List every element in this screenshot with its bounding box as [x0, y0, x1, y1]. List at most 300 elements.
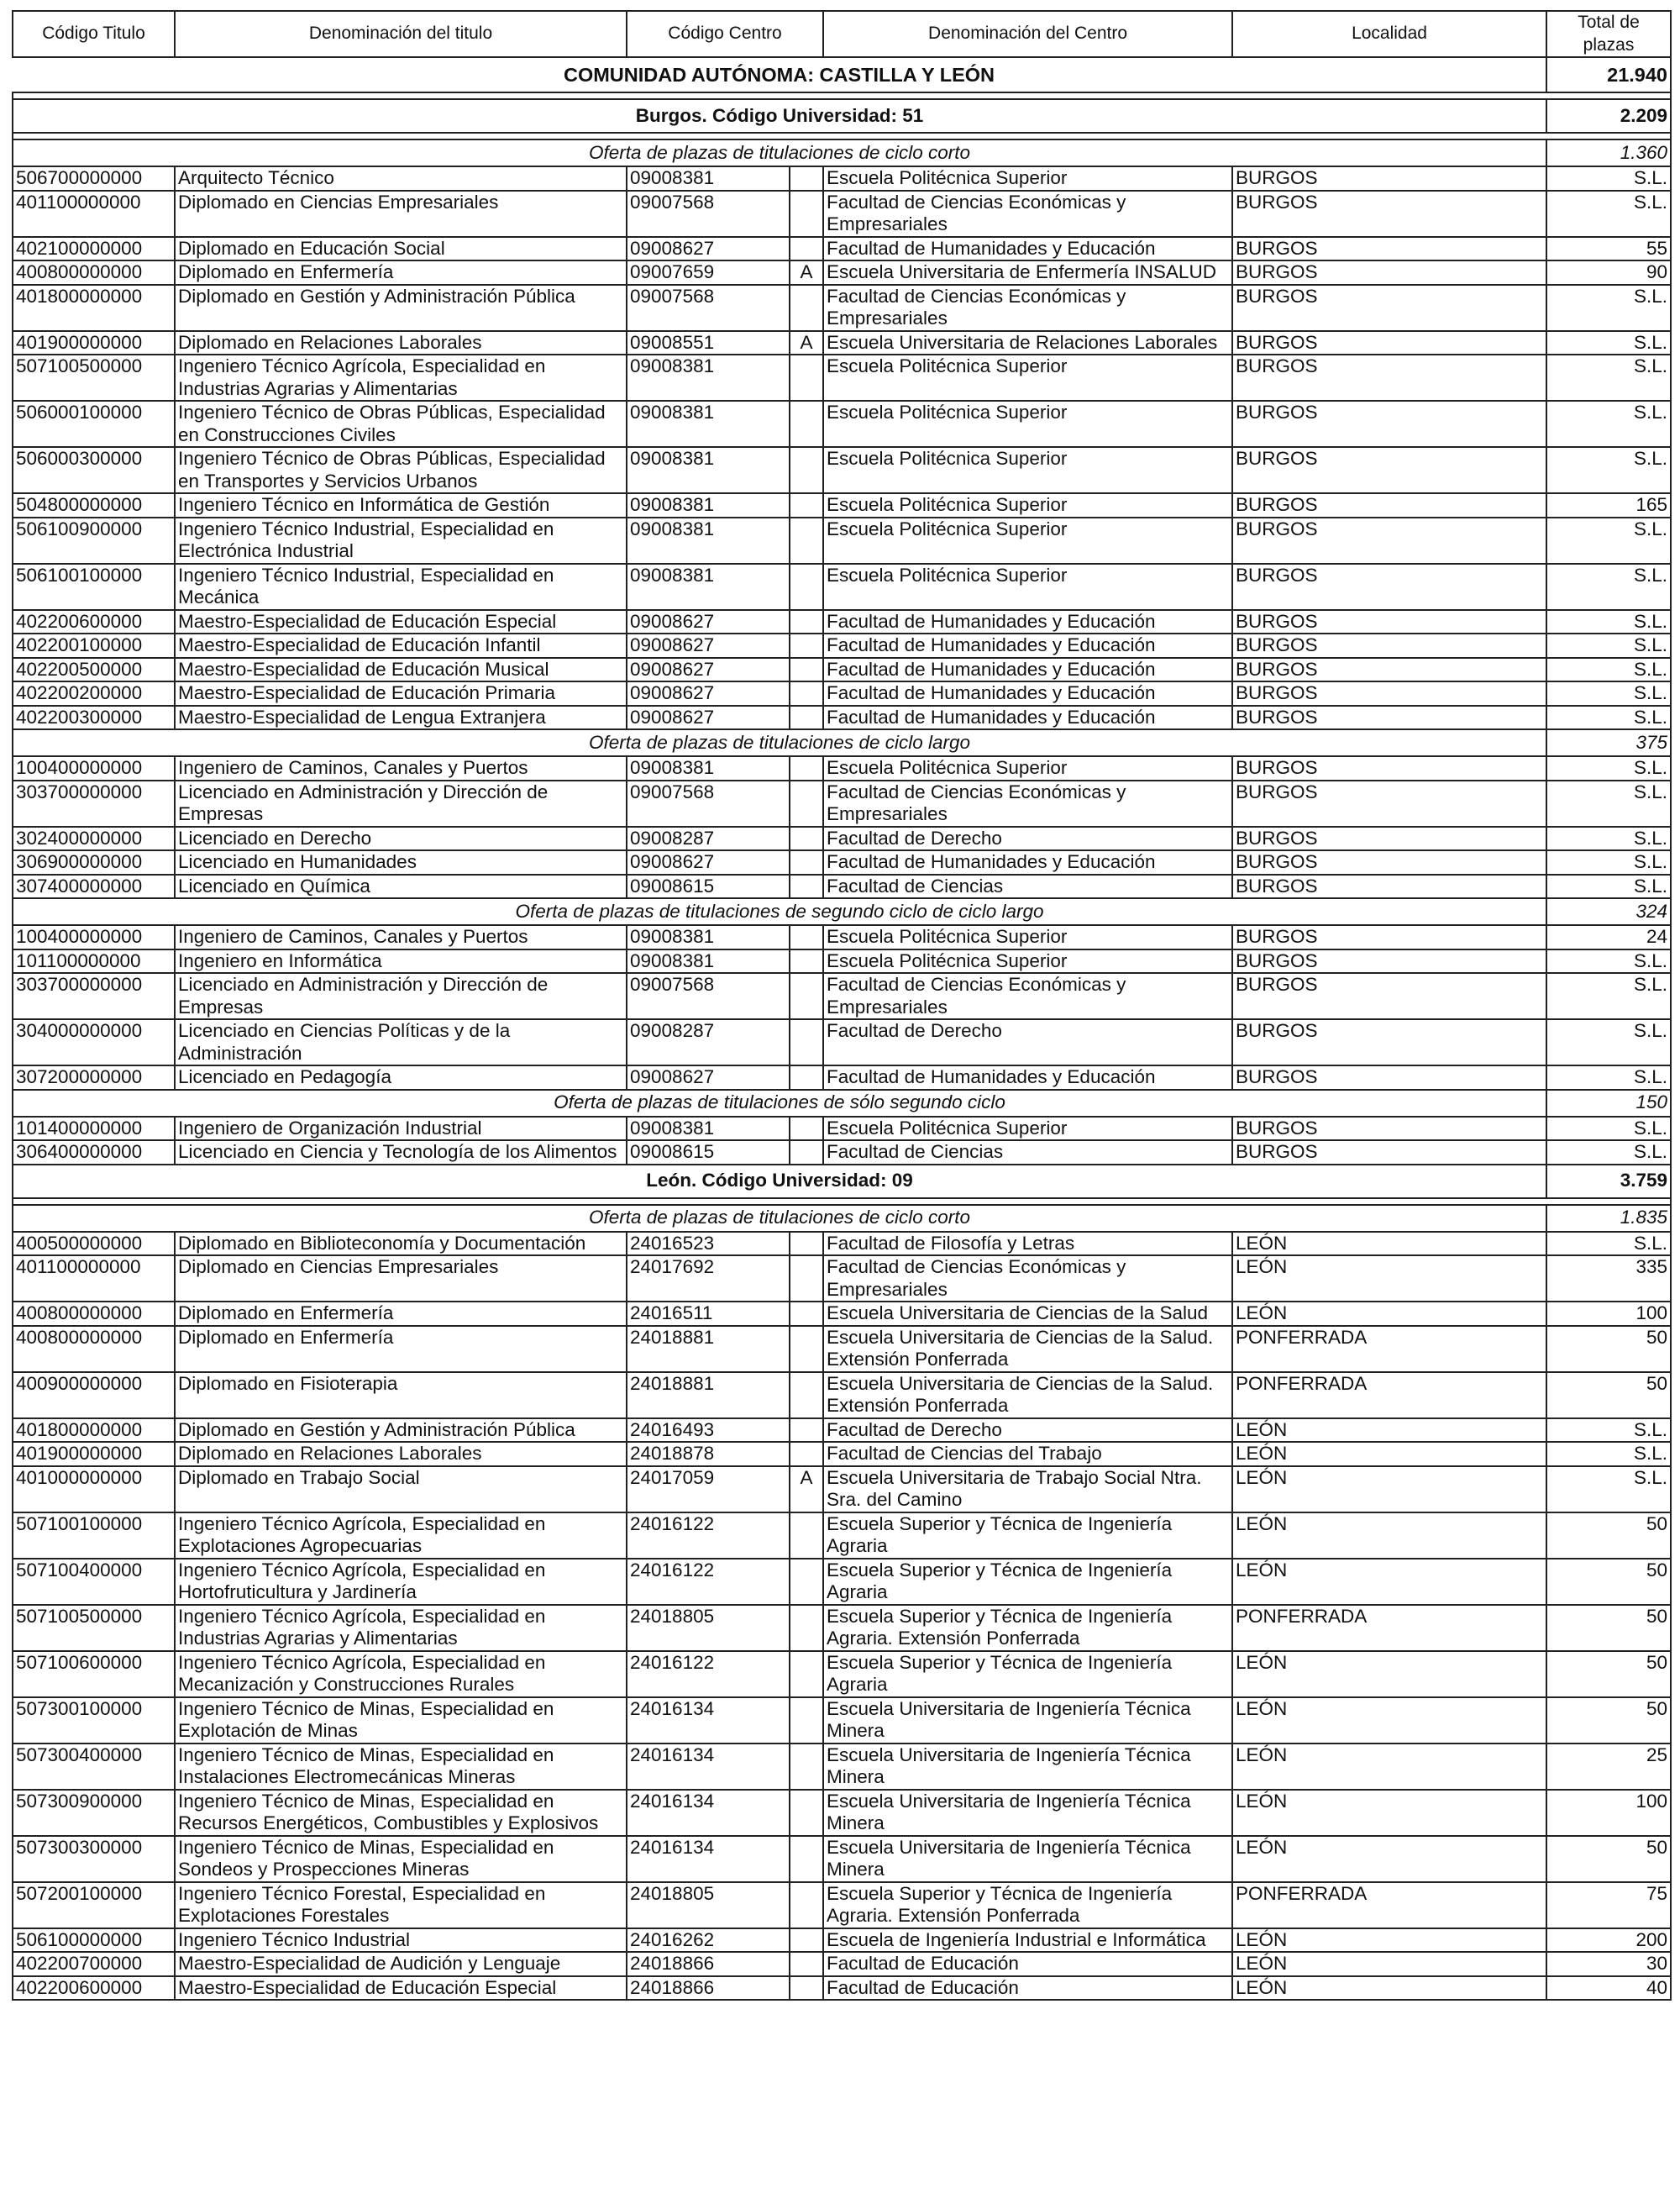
cell-flag — [790, 1559, 823, 1605]
cell-codigo-centro: 24018878 — [627, 1442, 790, 1466]
cell-denominacion-centro: Escuela Universitaria de Ingeniería Técnica Minera — [823, 1697, 1232, 1744]
cell-codigo-centro: 24016134 — [627, 1744, 790, 1790]
cell-flag — [790, 1255, 823, 1302]
cell-total-plazas: 100 — [1546, 1790, 1671, 1836]
cell-denominacion-titulo: Maestro-Especialidad de Educación Musical — [175, 658, 627, 682]
cell-denominacion-titulo: Diplomado en Relaciones Laborales — [175, 1442, 627, 1466]
cell-denominacion-centro: Escuela Politécnica Superior — [823, 355, 1232, 401]
cell-denominacion-centro: Facultad de Derecho — [823, 827, 1232, 851]
cell-codigo-titulo: 401800000000 — [13, 285, 175, 331]
cell-denominacion-centro: Facultad de Ciencias Económicas y Empresariales — [823, 191, 1232, 237]
university-total: 3.759 — [1546, 1165, 1671, 1198]
cell-flag — [790, 681, 823, 706]
cell-denominacion-centro: Escuela Universitaria de Enfermería INSALUD — [823, 260, 1232, 285]
cell-codigo-titulo: 507100100000 — [13, 1512, 175, 1559]
cell-codigo-centro: 24016262 — [627, 1928, 790, 1953]
cell-localidad: BURGOS — [1232, 781, 1546, 827]
section-row — [13, 898, 1671, 925]
cell-codigo-titulo: 507100500000 — [13, 355, 175, 401]
table-row — [13, 610, 1671, 634]
cell-flag — [790, 1140, 823, 1165]
cell-denominacion-titulo: Ingeniero Técnico de Obras Públicas, Especialidad en Transportes y Servicios Urbanos — [175, 447, 627, 493]
cell-denominacion-titulo: Maestro-Especialidad de Educación Especial — [175, 610, 627, 634]
table-row — [13, 875, 1671, 899]
cell-denominacion-centro: Escuela Universitaria de Ingeniería Técnica Minera — [823, 1744, 1232, 1790]
cell-total-plazas: 335 — [1546, 1255, 1671, 1302]
cell-flag — [790, 1418, 823, 1443]
table-row — [13, 1140, 1671, 1165]
cell-codigo-titulo: 506100000000 — [13, 1928, 175, 1953]
cell-total-plazas: 90 — [1546, 260, 1671, 285]
cell-codigo-centro: 09008627 — [627, 658, 790, 682]
cell-flag — [790, 166, 823, 191]
cell-flag — [790, 1065, 823, 1090]
cell-total-plazas: S.L. — [1546, 949, 1671, 974]
cell-localidad: BURGOS — [1232, 493, 1546, 518]
cell-flag — [790, 401, 823, 447]
cell-localidad: PONFERRADA — [1232, 1326, 1546, 1372]
table-row — [13, 1697, 1671, 1744]
table-row — [13, 1836, 1671, 1882]
cell-codigo-centro: 24016493 — [627, 1418, 790, 1443]
cell-codigo-titulo: 507300300000 — [13, 1836, 175, 1882]
cell-total-plazas: S.L. — [1546, 1140, 1671, 1165]
cell-denominacion-titulo: Diplomado en Educación Social — [175, 237, 627, 261]
cell-localidad: BURGOS — [1232, 447, 1546, 493]
cell-codigo-titulo: 302400000000 — [13, 827, 175, 851]
col-codigo-titulo: Código Titulo — [13, 11, 175, 57]
section-label: Oferta de plazas de titulaciones de sólo segundo ciclo — [13, 1090, 1546, 1117]
cell-denominacion-centro: Escuela Politécnica Superior — [823, 493, 1232, 518]
cell-flag: A — [790, 331, 823, 355]
cell-localidad: LEÓN — [1232, 1836, 1546, 1882]
table-row — [13, 756, 1671, 781]
cell-codigo-titulo: 304000000000 — [13, 1019, 175, 1065]
cell-denominacion-centro: Escuela de Ingeniería Industrial e Informática — [823, 1928, 1232, 1953]
cell-codigo-titulo: 401900000000 — [13, 331, 175, 355]
cell-localidad: PONFERRADA — [1232, 1882, 1546, 1928]
cell-total-plazas: S.L. — [1546, 564, 1671, 610]
cell-total-plazas: S.L. — [1546, 285, 1671, 331]
cell-codigo-centro: 09008551 — [627, 331, 790, 355]
cell-localidad: BURGOS — [1232, 850, 1546, 875]
cell-total-plazas: 50 — [1546, 1326, 1671, 1372]
cell-codigo-titulo: 101100000000 — [13, 949, 175, 974]
cell-localidad: BURGOS — [1232, 564, 1546, 610]
cell-codigo-titulo: 507300900000 — [13, 1790, 175, 1836]
cell-codigo-centro: 09008287 — [627, 1019, 790, 1065]
cell-denominacion-titulo: Ingeniero Técnico en Informática de Gestión — [175, 493, 627, 518]
cell-denominacion-titulo: Ingeniero Técnico Industrial, Especialidad en Mecánica — [175, 564, 627, 610]
cell-total-plazas: S.L. — [1546, 658, 1671, 682]
cell-flag — [790, 1928, 823, 1953]
cell-total-plazas: 24 — [1546, 925, 1671, 949]
cell-flag — [790, 493, 823, 518]
cell-localidad: LEÓN — [1232, 1466, 1546, 1512]
cell-codigo-centro: 24016134 — [627, 1836, 790, 1882]
section-total: 1.835 — [1546, 1205, 1671, 1232]
cell-denominacion-centro: Escuela Superior y Técnica de Ingeniería Agraria. Extensión Ponferrada — [823, 1882, 1232, 1928]
cell-denominacion-centro: Escuela Universitaria de Ciencias de la Salud. Extensión Ponferrada — [823, 1326, 1232, 1372]
section-row — [13, 1205, 1671, 1232]
cell-codigo-centro: 09008381 — [627, 925, 790, 949]
cell-localidad: LEÓN — [1232, 1302, 1546, 1326]
cell-codigo-centro: 09008381 — [627, 518, 790, 564]
table-row — [13, 331, 1671, 355]
cell-denominacion-titulo: Diplomado en Ciencias Empresariales — [175, 1255, 627, 1302]
cell-codigo-titulo: 101400000000 — [13, 1117, 175, 1141]
university-label: León. Código Universidad: 09 — [13, 1165, 1546, 1198]
cell-total-plazas: S.L. — [1546, 1232, 1671, 1256]
cell-codigo-centro: 09007568 — [627, 781, 790, 827]
cell-codigo-titulo: 506000300000 — [13, 447, 175, 493]
cell-codigo-titulo: 507100500000 — [13, 1605, 175, 1651]
cell-flag — [790, 1232, 823, 1256]
cell-codigo-centro: 09008381 — [627, 401, 790, 447]
community-label: COMUNIDAD AUTÓNOMA: CASTILLA Y LEÓN — [13, 57, 1546, 92]
table-row — [13, 1326, 1671, 1372]
cell-localidad: LEÓN — [1232, 1744, 1546, 1790]
cell-codigo-centro: 24016122 — [627, 1512, 790, 1559]
cell-denominacion-centro: Escuela Universitaria de Relaciones Laborales — [823, 331, 1232, 355]
cell-denominacion-titulo: Diplomado en Fisioterapia — [175, 1372, 627, 1418]
cell-denominacion-titulo: Maestro-Especialidad de Audición y Lenguaje — [175, 1952, 627, 1976]
cell-codigo-titulo: 303700000000 — [13, 973, 175, 1019]
cell-codigo-titulo: 401100000000 — [13, 1255, 175, 1302]
cell-localidad: BURGOS — [1232, 166, 1546, 191]
cell-localidad: BURGOS — [1232, 285, 1546, 331]
cell-localidad: LEÓN — [1232, 1559, 1546, 1605]
cell-denominacion-titulo: Maestro-Especialidad de Lengua Extranjera — [175, 706, 627, 730]
cell-denominacion-centro: Escuela Politécnica Superior — [823, 925, 1232, 949]
cell-codigo-titulo: 400900000000 — [13, 1372, 175, 1418]
cell-denominacion-titulo: Diplomado en Ciencias Empresariales — [175, 191, 627, 237]
cell-codigo-centro: 09008627 — [627, 1065, 790, 1090]
table-row — [13, 1372, 1671, 1418]
table-header — [13, 11, 1671, 57]
cell-denominacion-centro: Escuela Politécnica Superior — [823, 756, 1232, 781]
cell-codigo-centro: 09008381 — [627, 355, 790, 401]
cell-flag — [790, 355, 823, 401]
cell-codigo-titulo: 402200600000 — [13, 1976, 175, 2001]
cell-denominacion-centro: Facultad de Humanidades y Educación — [823, 237, 1232, 261]
cell-denominacion-titulo: Licenciado en Derecho — [175, 827, 627, 851]
cell-flag — [790, 634, 823, 658]
section-row — [13, 1090, 1671, 1117]
cell-localidad: BURGOS — [1232, 355, 1546, 401]
cell-denominacion-centro: Facultad de Ciencias — [823, 1140, 1232, 1165]
cell-codigo-titulo: 402100000000 — [13, 237, 175, 261]
cell-flag: A — [790, 260, 823, 285]
cell-codigo-titulo: 506700000000 — [13, 166, 175, 191]
cell-flag — [790, 827, 823, 851]
cell-flag — [790, 285, 823, 331]
col-codigo-centro: Código Centro — [627, 11, 823, 57]
cell-denominacion-centro: Escuela Universitaria de Ciencias de la Salud. Extensión Ponferrada — [823, 1372, 1232, 1418]
cell-denominacion-centro: Facultad de Derecho — [823, 1418, 1232, 1443]
cell-codigo-centro: 24018866 — [627, 1976, 790, 2001]
cell-denominacion-titulo: Licenciado en Ciencia y Tecnología de los Alimentos — [175, 1140, 627, 1165]
cell-codigo-centro: 24018805 — [627, 1882, 790, 1928]
cell-codigo-titulo: 401100000000 — [13, 191, 175, 237]
cell-denominacion-centro: Escuela Politécnica Superior — [823, 564, 1232, 610]
table-row — [13, 1418, 1671, 1443]
cell-codigo-titulo: 402200200000 — [13, 681, 175, 706]
cell-codigo-titulo: 402200700000 — [13, 1952, 175, 1976]
cell-denominacion-centro: Facultad de Educación — [823, 1976, 1232, 2001]
cell-total-plazas: S.L. — [1546, 634, 1671, 658]
spacer-row — [13, 1198, 1671, 1205]
cell-total-plazas: S.L. — [1546, 827, 1671, 851]
cell-denominacion-titulo: Ingeniero Técnico de Minas, Especialidad en Recursos Energéticos, Combustibles y Explosivos — [175, 1790, 627, 1836]
table-row — [13, 1952, 1671, 1976]
section-label: Oferta de plazas de titulaciones de ciclo corto — [13, 1205, 1546, 1232]
cell-total-plazas: 50 — [1546, 1697, 1671, 1744]
university-total: 2.209 — [1546, 99, 1671, 133]
cell-localidad: BURGOS — [1232, 1117, 1546, 1141]
table-row — [13, 658, 1671, 682]
cell-total-plazas: 55 — [1546, 237, 1671, 261]
cell-denominacion-titulo: Ingeniero Técnico Agrícola, Especialidad en Hortofruticultura y Jardinería — [175, 1559, 627, 1605]
cell-denominacion-titulo: Diplomado en Relaciones Laborales — [175, 331, 627, 355]
table-row — [13, 1255, 1671, 1302]
community-total: 21.940 — [1546, 57, 1671, 92]
cell-flag — [790, 1512, 823, 1559]
cell-codigo-titulo: 400500000000 — [13, 1232, 175, 1256]
cell-denominacion-titulo: Maestro-Especialidad de Educación Infantil — [175, 634, 627, 658]
cell-localidad: PONFERRADA — [1232, 1372, 1546, 1418]
cell-denominacion-centro: Escuela Politécnica Superior — [823, 166, 1232, 191]
cell-codigo-titulo: 400800000000 — [13, 1326, 175, 1372]
table-row — [13, 1882, 1671, 1928]
cell-localidad: BURGOS — [1232, 756, 1546, 781]
plazas-table — [12, 10, 1672, 2001]
cell-flag — [790, 949, 823, 974]
cell-flag — [790, 237, 823, 261]
cell-codigo-centro: 09008381 — [627, 1117, 790, 1141]
cell-denominacion-titulo: Licenciado en Química — [175, 875, 627, 899]
cell-localidad: BURGOS — [1232, 658, 1546, 682]
cell-denominacion-centro: Escuela Politécnica Superior — [823, 518, 1232, 564]
table-row — [13, 285, 1671, 331]
cell-denominacion-titulo: Licenciado en Administración y Dirección de Empresas — [175, 973, 627, 1019]
cell-localidad: LEÓN — [1232, 1418, 1546, 1443]
cell-localidad: BURGOS — [1232, 401, 1546, 447]
cell-denominacion-centro: Facultad de Ciencias Económicas y Empresariales — [823, 285, 1232, 331]
cell-flag — [790, 1651, 823, 1697]
cell-denominacion-centro: Facultad de Educación — [823, 1952, 1232, 1976]
section-label: Oferta de plazas de titulaciones de ciclo corto — [13, 139, 1546, 166]
cell-localidad: BURGOS — [1232, 237, 1546, 261]
section-total: 324 — [1546, 898, 1671, 925]
table-body — [13, 57, 1671, 2000]
table-row — [13, 355, 1671, 401]
cell-denominacion-centro: Escuela Superior y Técnica de Ingeniería Agraria — [823, 1651, 1232, 1697]
cell-total-plazas: S.L. — [1546, 1466, 1671, 1512]
cell-flag — [790, 706, 823, 730]
cell-localidad: BURGOS — [1232, 681, 1546, 706]
cell-flag — [790, 1790, 823, 1836]
cell-denominacion-titulo: Ingeniero Técnico Agrícola, Especialidad en Industrias Agrarias y Alimentarias — [175, 1605, 627, 1651]
cell-total-plazas: 200 — [1546, 1928, 1671, 1953]
table-row — [13, 973, 1671, 1019]
cell-denominacion-centro: Escuela Politécnica Superior — [823, 447, 1232, 493]
section-row — [13, 139, 1671, 166]
cell-codigo-titulo: 400800000000 — [13, 1302, 175, 1326]
cell-total-plazas: S.L. — [1546, 331, 1671, 355]
cell-localidad: BURGOS — [1232, 706, 1546, 730]
cell-denominacion-centro: Facultad de Humanidades y Educación — [823, 634, 1232, 658]
cell-codigo-centro: 09007659 — [627, 260, 790, 285]
cell-total-plazas: S.L. — [1546, 401, 1671, 447]
cell-flag — [790, 1976, 823, 2001]
table-row — [13, 1019, 1671, 1065]
table-row — [13, 1976, 1671, 2001]
cell-flag — [790, 1605, 823, 1651]
cell-flag — [790, 875, 823, 899]
cell-denominacion-centro: Escuela Universitaria de Ingeniería Técnica Minera — [823, 1836, 1232, 1882]
cell-denominacion-titulo: Diplomado en Biblioteconomía y Documentación — [175, 1232, 627, 1256]
cell-localidad: BURGOS — [1232, 827, 1546, 851]
cell-denominacion-centro: Facultad de Humanidades y Educación — [823, 658, 1232, 682]
cell-denominacion-titulo: Maestro-Especialidad de Educación Especial — [175, 1976, 627, 2001]
cell-codigo-centro: 24018805 — [627, 1605, 790, 1651]
cell-codigo-centro: 24017059 — [627, 1466, 790, 1512]
cell-total-plazas: S.L. — [1546, 1065, 1671, 1090]
cell-codigo-titulo: 507100400000 — [13, 1559, 175, 1605]
cell-total-plazas: S.L. — [1546, 781, 1671, 827]
cell-flag — [790, 1697, 823, 1744]
table-row — [13, 1232, 1671, 1256]
col-denominacion-titulo: Denominación del titulo — [175, 11, 627, 57]
cell-denominacion-titulo: Diplomado en Trabajo Social — [175, 1466, 627, 1512]
col-total-plazas: Total de plazas — [1546, 11, 1671, 57]
cell-codigo-centro: 09008381 — [627, 564, 790, 610]
cell-codigo-titulo: 401800000000 — [13, 1418, 175, 1443]
cell-total-plazas: S.L. — [1546, 706, 1671, 730]
cell-denominacion-titulo: Ingeniero Técnico de Minas, Especialidad en Explotación de Minas — [175, 1697, 627, 1744]
cell-denominacion-centro: Escuela Universitaria de Ciencias de la Salud — [823, 1302, 1232, 1326]
cell-codigo-centro: 09008615 — [627, 875, 790, 899]
table-row — [13, 237, 1671, 261]
cell-flag — [790, 564, 823, 610]
cell-codigo-centro: 24016523 — [627, 1232, 790, 1256]
cell-flag — [790, 1744, 823, 1790]
cell-localidad: BURGOS — [1232, 260, 1546, 285]
section-total: 375 — [1546, 729, 1671, 756]
cell-denominacion-titulo: Diplomado en Enfermería — [175, 1326, 627, 1372]
cell-codigo-centro: 09007568 — [627, 973, 790, 1019]
cell-total-plazas: S.L. — [1546, 610, 1671, 634]
cell-denominacion-titulo: Ingeniero Técnico Agrícola, Especialidad en Industrias Agrarias y Alimentarias — [175, 355, 627, 401]
cell-total-plazas: S.L. — [1546, 850, 1671, 875]
table-row — [13, 827, 1671, 851]
table-row — [13, 1559, 1671, 1605]
cell-denominacion-centro: Facultad de Filosofía y Letras — [823, 1232, 1232, 1256]
col-denominacion-centro: Denominación del Centro — [823, 11, 1232, 57]
cell-total-plazas: 100 — [1546, 1302, 1671, 1326]
table-row — [13, 260, 1671, 285]
cell-denominacion-centro: Facultad de Ciencias Económicas y Empresariales — [823, 973, 1232, 1019]
spacer-row — [13, 133, 1671, 139]
cell-flag — [790, 1019, 823, 1065]
cell-total-plazas: S.L. — [1546, 1442, 1671, 1466]
cell-codigo-centro: 24016511 — [627, 1302, 790, 1326]
cell-flag — [790, 1952, 823, 1976]
cell-codigo-centro: 09007568 — [627, 191, 790, 237]
cell-codigo-centro: 09008627 — [627, 681, 790, 706]
table-row — [13, 493, 1671, 518]
cell-denominacion-titulo: Ingeniero Técnico de Minas, Especialidad en Instalaciones Electromecánicas Mineras — [175, 1744, 627, 1790]
cell-denominacion-centro: Facultad de Humanidades y Educación — [823, 610, 1232, 634]
cell-codigo-titulo: 100400000000 — [13, 756, 175, 781]
university-row — [13, 99, 1671, 133]
cell-localidad: BURGOS — [1232, 191, 1546, 237]
table-row — [13, 1651, 1671, 1697]
cell-total-plazas: S.L. — [1546, 875, 1671, 899]
table-row — [13, 1466, 1671, 1512]
cell-codigo-titulo: 402200500000 — [13, 658, 175, 682]
table-row — [13, 1302, 1671, 1326]
cell-denominacion-centro: Facultad de Humanidades y Educación — [823, 681, 1232, 706]
cell-codigo-centro: 09008287 — [627, 827, 790, 851]
cell-denominacion-titulo: Licenciado en Administración y Dirección de Empresas — [175, 781, 627, 827]
cell-localidad: BURGOS — [1232, 1065, 1546, 1090]
cell-localidad: LEÓN — [1232, 1952, 1546, 1976]
cell-denominacion-titulo: Ingeniero en Informática — [175, 949, 627, 974]
section-row — [13, 729, 1671, 756]
cell-codigo-centro: 24016122 — [627, 1559, 790, 1605]
cell-flag — [790, 447, 823, 493]
cell-codigo-titulo: 402200100000 — [13, 634, 175, 658]
cell-codigo-centro: 24018881 — [627, 1326, 790, 1372]
university-row — [13, 1165, 1671, 1198]
cell-codigo-titulo: 506100900000 — [13, 518, 175, 564]
cell-flag — [790, 1372, 823, 1418]
cell-codigo-titulo: 507300100000 — [13, 1697, 175, 1744]
section-total: 1.360 — [1546, 139, 1671, 166]
col-localidad: Localidad — [1232, 11, 1546, 57]
cell-codigo-titulo: 400800000000 — [13, 260, 175, 285]
table-row — [13, 781, 1671, 827]
table-row — [13, 166, 1671, 191]
cell-denominacion-titulo: Diplomado en Enfermería — [175, 1302, 627, 1326]
cell-total-plazas: S.L. — [1546, 1019, 1671, 1065]
cell-localidad: BURGOS — [1232, 973, 1546, 1019]
table-row — [13, 706, 1671, 730]
cell-total-plazas: S.L. — [1546, 973, 1671, 1019]
cell-codigo-titulo: 401900000000 — [13, 1442, 175, 1466]
cell-total-plazas: 50 — [1546, 1651, 1671, 1697]
table-row — [13, 1928, 1671, 1953]
cell-flag — [790, 925, 823, 949]
table-row — [13, 447, 1671, 493]
cell-denominacion-titulo: Ingeniero Técnico Industrial, Especialidad en Electrónica Industrial — [175, 518, 627, 564]
cell-denominacion-titulo: Ingeniero de Caminos, Canales y Puertos — [175, 756, 627, 781]
cell-denominacion-titulo: Ingeniero Técnico de Minas, Especialidad en Sondeos y Prospecciones Mineras — [175, 1836, 627, 1882]
cell-codigo-titulo: 402200600000 — [13, 610, 175, 634]
cell-denominacion-titulo: Licenciado en Humanidades — [175, 850, 627, 875]
cell-flag — [790, 973, 823, 1019]
cell-denominacion-titulo: Ingeniero Técnico Forestal, Especialidad en Explotaciones Forestales — [175, 1882, 627, 1928]
cell-flag — [790, 1882, 823, 1928]
cell-codigo-titulo: 506100100000 — [13, 564, 175, 610]
cell-denominacion-titulo: Licenciado en Pedagogía — [175, 1065, 627, 1090]
cell-localidad: BURGOS — [1232, 949, 1546, 974]
cell-codigo-centro: 09008381 — [627, 756, 790, 781]
cell-denominacion-centro: Facultad de Derecho — [823, 1019, 1232, 1065]
cell-total-plazas: S.L. — [1546, 681, 1671, 706]
